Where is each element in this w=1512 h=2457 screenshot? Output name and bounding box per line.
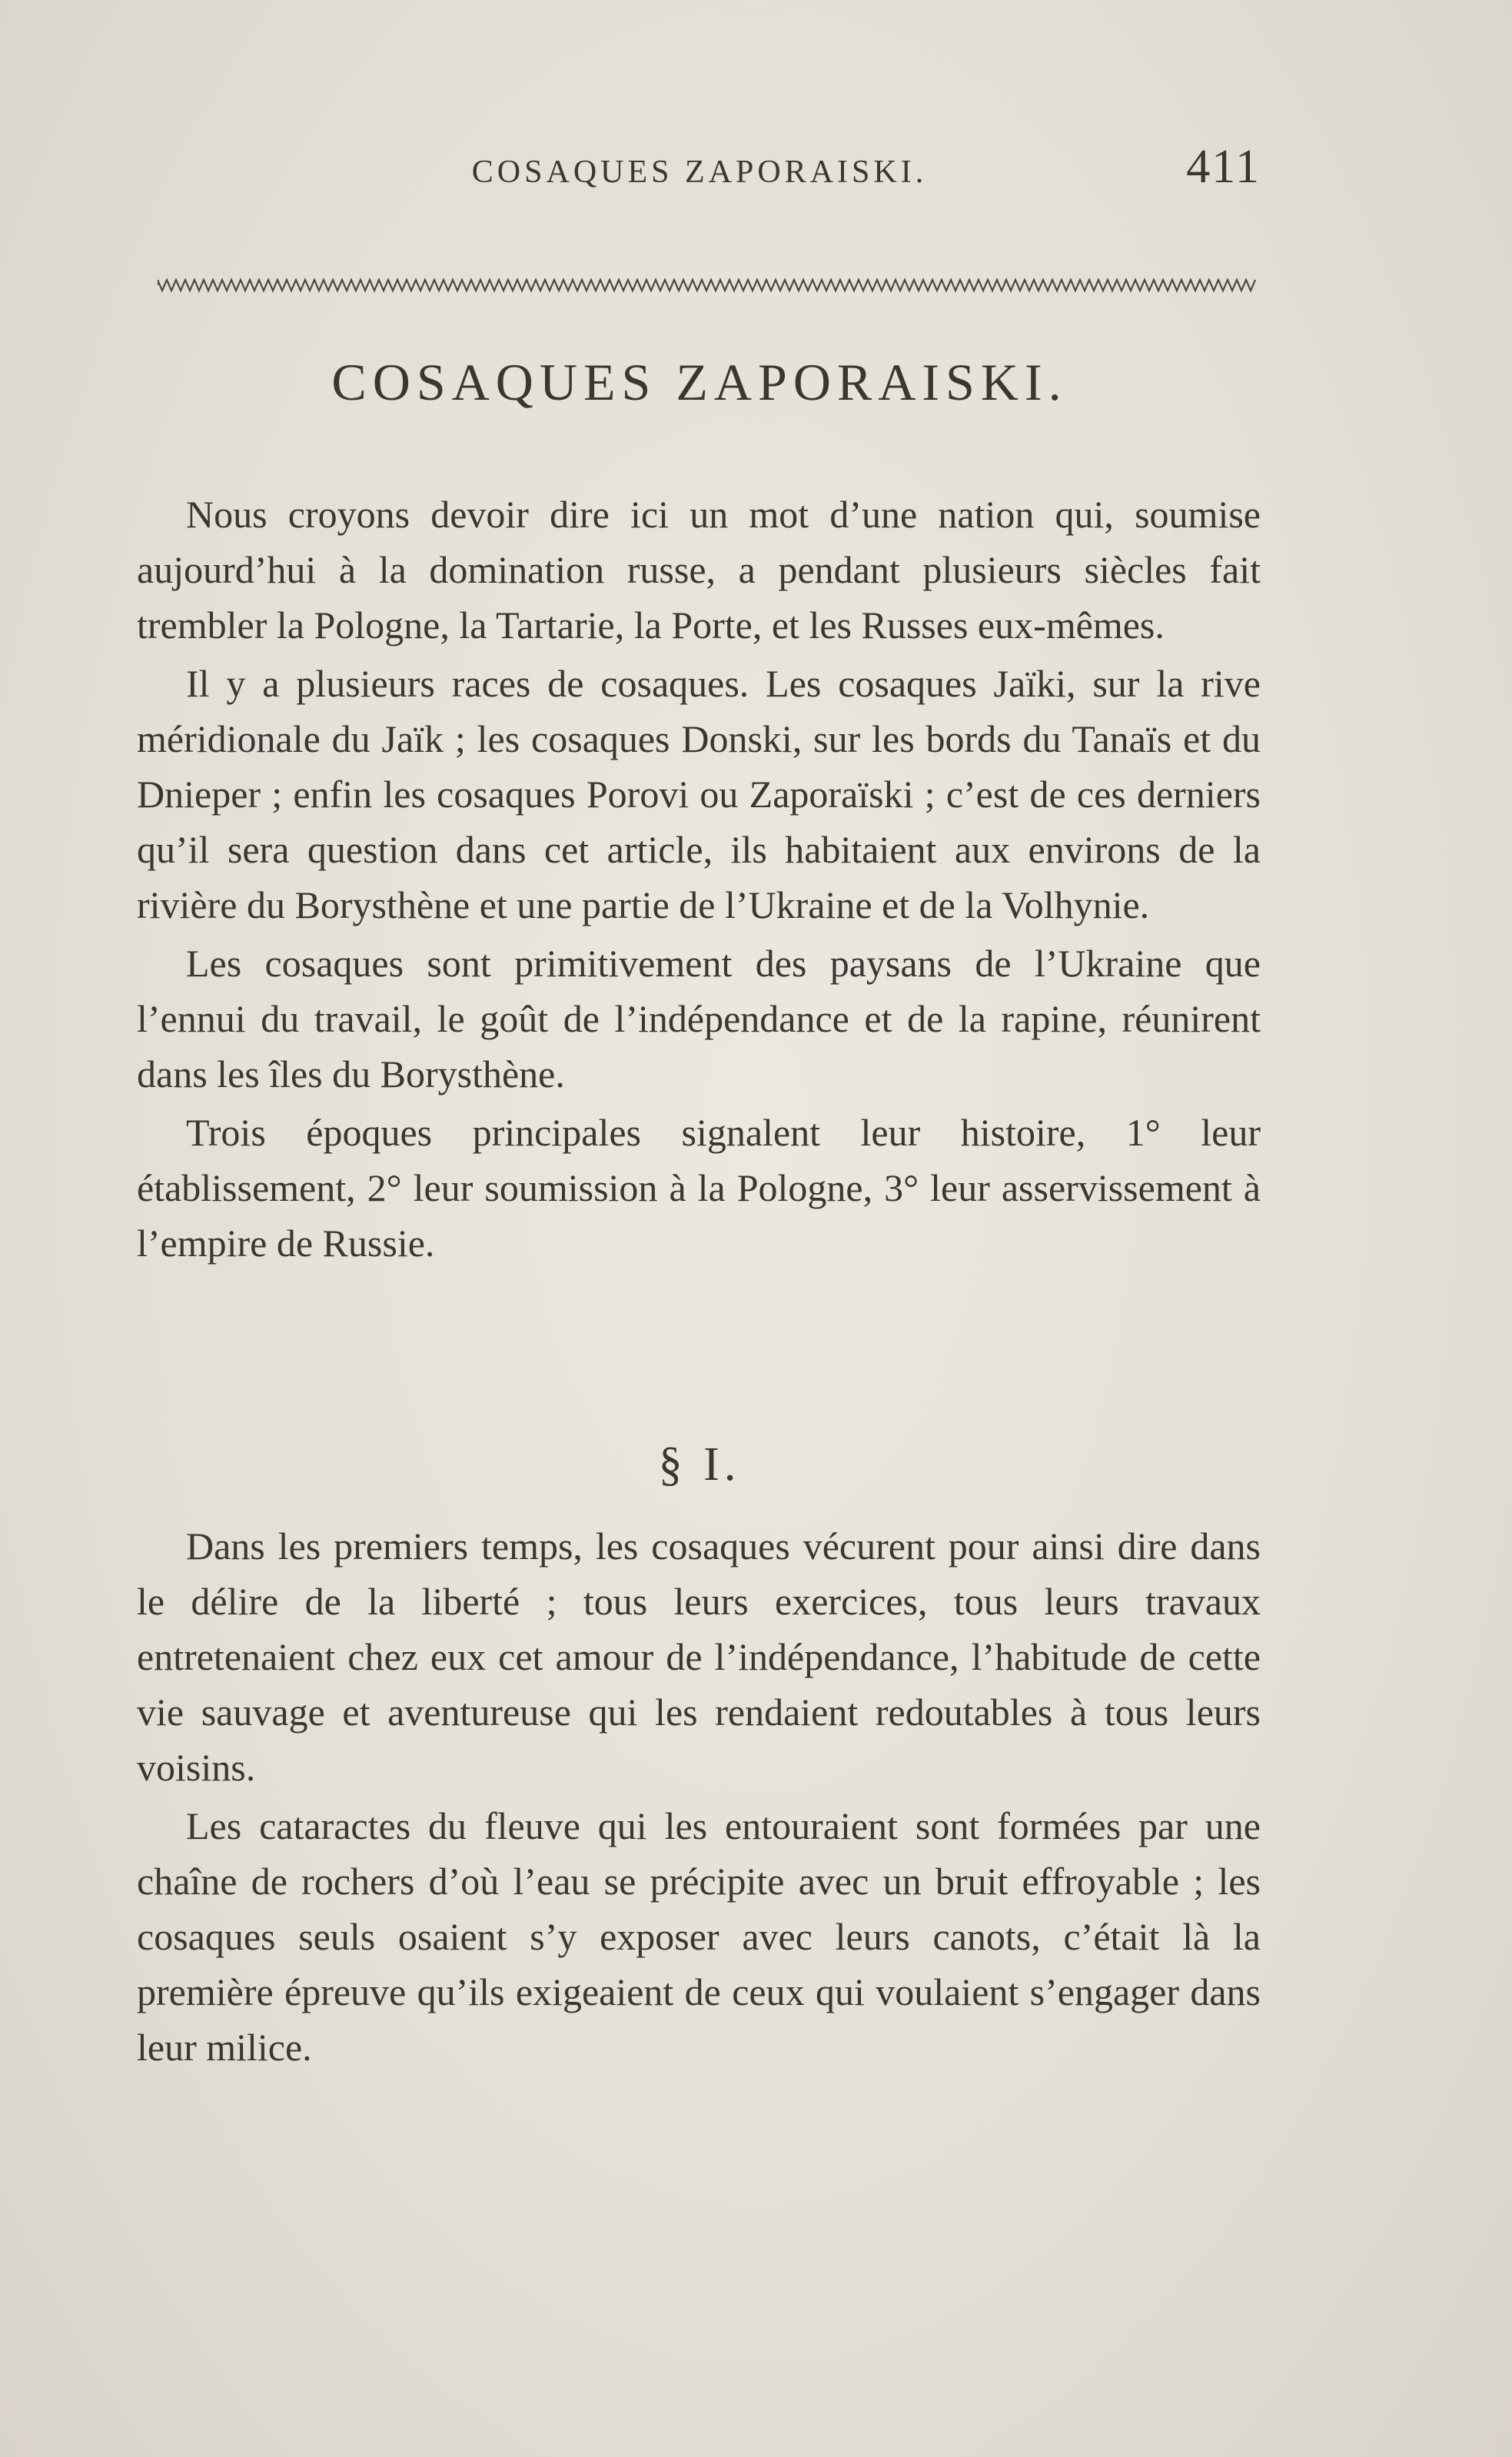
text-block-intro <box>137 487 1261 1271</box>
paragraph: Les cosaques sont primitivement des paysans de l’Ukraine que l’ennui du travail, le goût de l’indépendance et de la rapine, réunirent dans les îles du Borysthène. <box>137 942 1261 1096</box>
ornamental-rule <box>158 277 1257 294</box>
zigzag-line <box>158 280 1255 291</box>
paragraph: Il y a plusieurs races de cosaques. Les cosaques Jaïki, sur la rive méridionale du Jaïk ; les cosaques Donski, sur les bords du Tanaïs et du Dnieper ; enfin les cosaques Porovi ou Zaporaïski ; c’est de ces derniers qu’il sera question dans cet article, ils habitaient aux environs de la rivière du Borysthène et une partie de l’Ukraine et de la Volhynie. <box>137 662 1261 926</box>
page-number: 411 <box>1186 141 1261 193</box>
section-heading: § I. <box>658 1438 741 1491</box>
paragraph: Dans les premiers temps, les cosaques vécurent pour ainsi dire dans le délire de la liberté ; tous leurs exercices, tous leurs travaux entretenaient chez eux cet amour de l’indépendance, l’habitude de cette vie sauvage et aventureuse qui les rendaient redoutables à tous leurs voisins. <box>137 1524 1261 1789</box>
text-block-section-1 <box>137 1518 1261 2075</box>
paragraph: Les cataractes du fleuve qui les entouraient sont formées par une chaîne de rochers d’où l’eau se précipite avec un bruit effroyable ; les cosaques seuls osaient s’y exposer avec leurs canots, c’était là la première épreuve qu’ils exigeaient de ceux qui voulaient s’engager dans leur milice. <box>137 1804 1261 2069</box>
chapter-title: COSAQUES ZAPORAISKI. <box>331 353 1068 411</box>
running-title: COSAQUES ZAPORAISKI. <box>471 155 928 190</box>
running-head <box>138 140 1261 201</box>
paragraph: Nous croyons devoir dire ici un mot d’une nation qui, soumise aujourd’hui à la domination russe, a pendant plusieurs siècles fait trembler la Pologne, la Tartarie, la Porte, et les Russes eux-mêmes. <box>137 493 1261 647</box>
zigzag-rule-graphic <box>158 277 1257 294</box>
paragraph: Trois époques principales signalent leur histoire, 1° leur établissement, 2° leur soumission à la Pologne, 3° leur asservissement à l’empire de Russie. <box>137 1111 1261 1265</box>
